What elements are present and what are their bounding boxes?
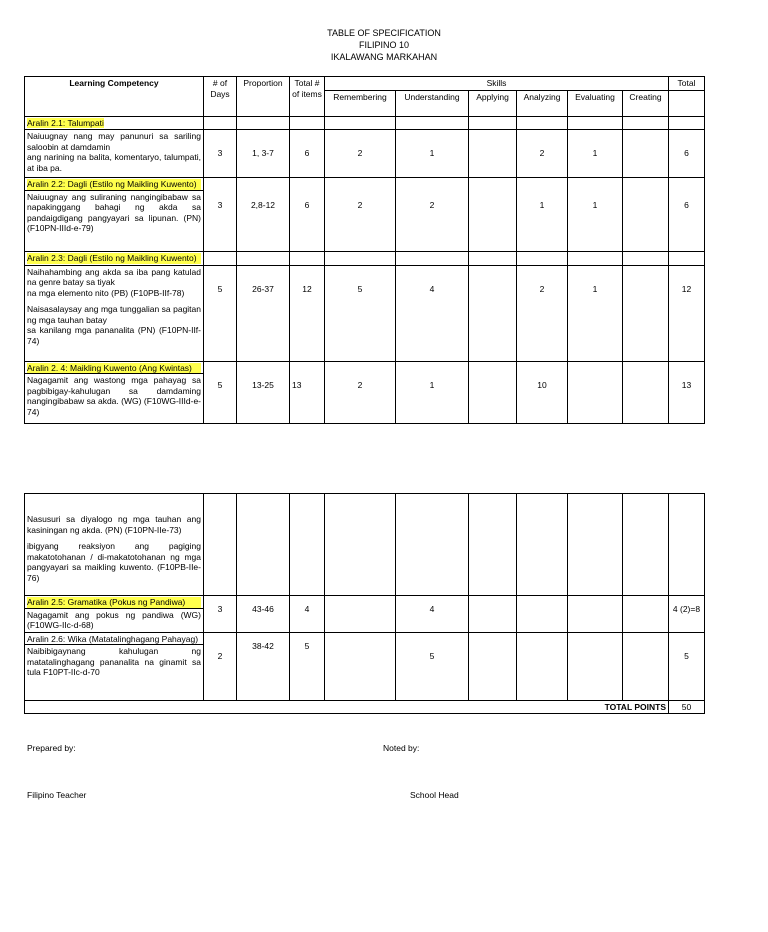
teacher-label: Filipino Teacher <box>27 790 87 800</box>
spec-table-1 <box>24 76 705 424</box>
competency-text: Naiuugnay nang may panunuri sa sariling saloobin at damdamin ang narining na balita, komentaryo, talumpati, at iba pa. <box>25 130 204 178</box>
competency-text: Aralin 2.6: Wika (Matatalinghagang Pahayag) Naibibigaynang kahulugan ng matatalinghagang pananalita na ginamit sa tula F10PT-IIc-d-70 <box>25 632 204 700</box>
total-points-value: 50 <box>669 700 705 714</box>
header-quarter: IKALAWANG MARKAHAN <box>330 52 438 62</box>
col-total: Total <box>669 77 705 91</box>
col-applying: Applying <box>469 90 517 116</box>
spec-table-2 <box>24 493 705 714</box>
document-header <box>0 27 768 63</box>
table-row: Naihahambing ang akda sa iba pang katulad na genre batay sa tiyak na mga elemento nito (PB) (F10PB-IIf-78) Naisasalaysay ang mga tunggalian sa pagitan ng mga tauhan batay sa kanilang mga pananalita (PN) (F10PN-IIf-74) 5 26-37 12 5 4 2 1 12 <box>25 265 705 361</box>
lesson-title: Aralin 2.3: Dagli (Estilo ng Maikling Kuwento) <box>25 252 204 266</box>
col-evaluating: Evaluating <box>568 90 623 116</box>
header-title: TABLE OF SPECIFICATION <box>327 28 441 38</box>
lesson-title-row <box>25 252 705 266</box>
table-row <box>25 494 705 596</box>
col-skills: Skills <box>325 77 669 91</box>
school-head-label: School Head <box>410 790 459 800</box>
lesson-title-row <box>25 116 705 130</box>
lesson-title: Aralin 2.1: Talumpati <box>25 116 204 130</box>
header-row-1 <box>25 77 705 91</box>
table-row: Aralin 2.6: Wika (Matatalinghagang Pahayag) Naibibigaynang kahulugan ng matatalinghagang pananalita na ginamit sa tula F10PT-IIc-d-70 2 38-42 5 5 5 <box>25 632 705 700</box>
competency-text: Aralin 2. 4: Maikling Kuwento (Ang Kwintas) Nagagamit ang wastong mga pahayag sa pagbibigay-kahulugan sa damdaming nangingibabaw sa akda. (WG) (F10WG-IIId-e-74) <box>25 361 204 423</box>
col-days: # of Days <box>204 77 237 117</box>
noted-by-label: Noted by: <box>383 743 420 753</box>
competency-text: Naihahambing ang akda sa iba pang katulad na genre batay sa tiyak na mga elemento nito (PB) (F10PB-IIf-78) Naisasalaysay ang mga tunggalian sa pagitan ng mga tauhan batay sa kanilang mga pananalita (PN) (F10PN-IIf-74) <box>25 265 204 361</box>
header-subject: FILIPINO 10 <box>358 40 410 50</box>
competency-text: Nasusuri sa diyalogo ng mga tauhan ang kasiningan ng akda. (PN) (F10PN-IIe-73) ibigyang reaksiyon ang pagiging makatotohanan / di-makatotohanan ng mga pangyayari sa maikling kuwento. (F10PB-IIe-76) <box>25 494 204 596</box>
prepared-by-label: Prepared by: <box>27 743 76 753</box>
col-creating: Creating <box>623 90 669 116</box>
col-remembering: Remembering <box>325 90 396 116</box>
col-analyzing: Analyzing <box>517 90 568 116</box>
table-row: Aralin 2.5: Gramatika (Pokus ng Pandiwa) Nagagamit ang pokus ng pandiwa (WG) (F10WG-IIc-d-68) 3 43-46 4 4 4 (2)=8 <box>25 596 705 633</box>
competency-text: Aralin 2.2: Dagli (Estilo ng Maikling Kuwento) Naiuugnay ang suliraning nangingibabaw sa napakinggang bahagi ng akda sa pandaigdigang pangyayari sa lipunan. (PN) (F10PN-IIId-e-79) <box>25 178 204 252</box>
total-row <box>25 700 705 714</box>
col-understanding: Understanding <box>396 90 469 116</box>
col-proportion: Proportion <box>237 77 290 117</box>
total-points-label: TOTAL POINTS <box>25 700 669 714</box>
competency-text: Aralin 2.5: Gramatika (Pokus ng Pandiwa) Nagagamit ang pokus ng pandiwa (WG) (F10WG-IIc-d-68) <box>25 596 204 633</box>
table-row: Naiuugnay nang may panunuri sa sariling saloobin at damdamin ang narining na balita, komentaryo, talumpati, at iba pa. 3 1, 3-7 6 2 1 2 1 6 <box>25 130 705 178</box>
table-row: Aralin 2.2: Dagli (Estilo ng Maikling Kuwento) Naiuugnay ang suliraning nangingibabaw sa napakinggang bahagi ng akda sa pandaigdigang pangyayari sa lipunan. (PN) (F10PN-IIId-e-79) 3 2,8-12 6 2 2 1 1 6 <box>25 178 705 252</box>
table-row: Aralin 2. 4: Maikling Kuwento (Ang Kwintas) Nagagamit ang wastong mga pahayag sa pagbibigay-kahulugan sa damdaming nangingibabaw sa akda. (WG) (F10WG-IIId-e-74) 5 13-25 13 2 1 10 13 <box>25 361 705 423</box>
col-total-items: Total # of items <box>290 77 325 117</box>
col-competency: Learning Competency <box>25 77 204 117</box>
